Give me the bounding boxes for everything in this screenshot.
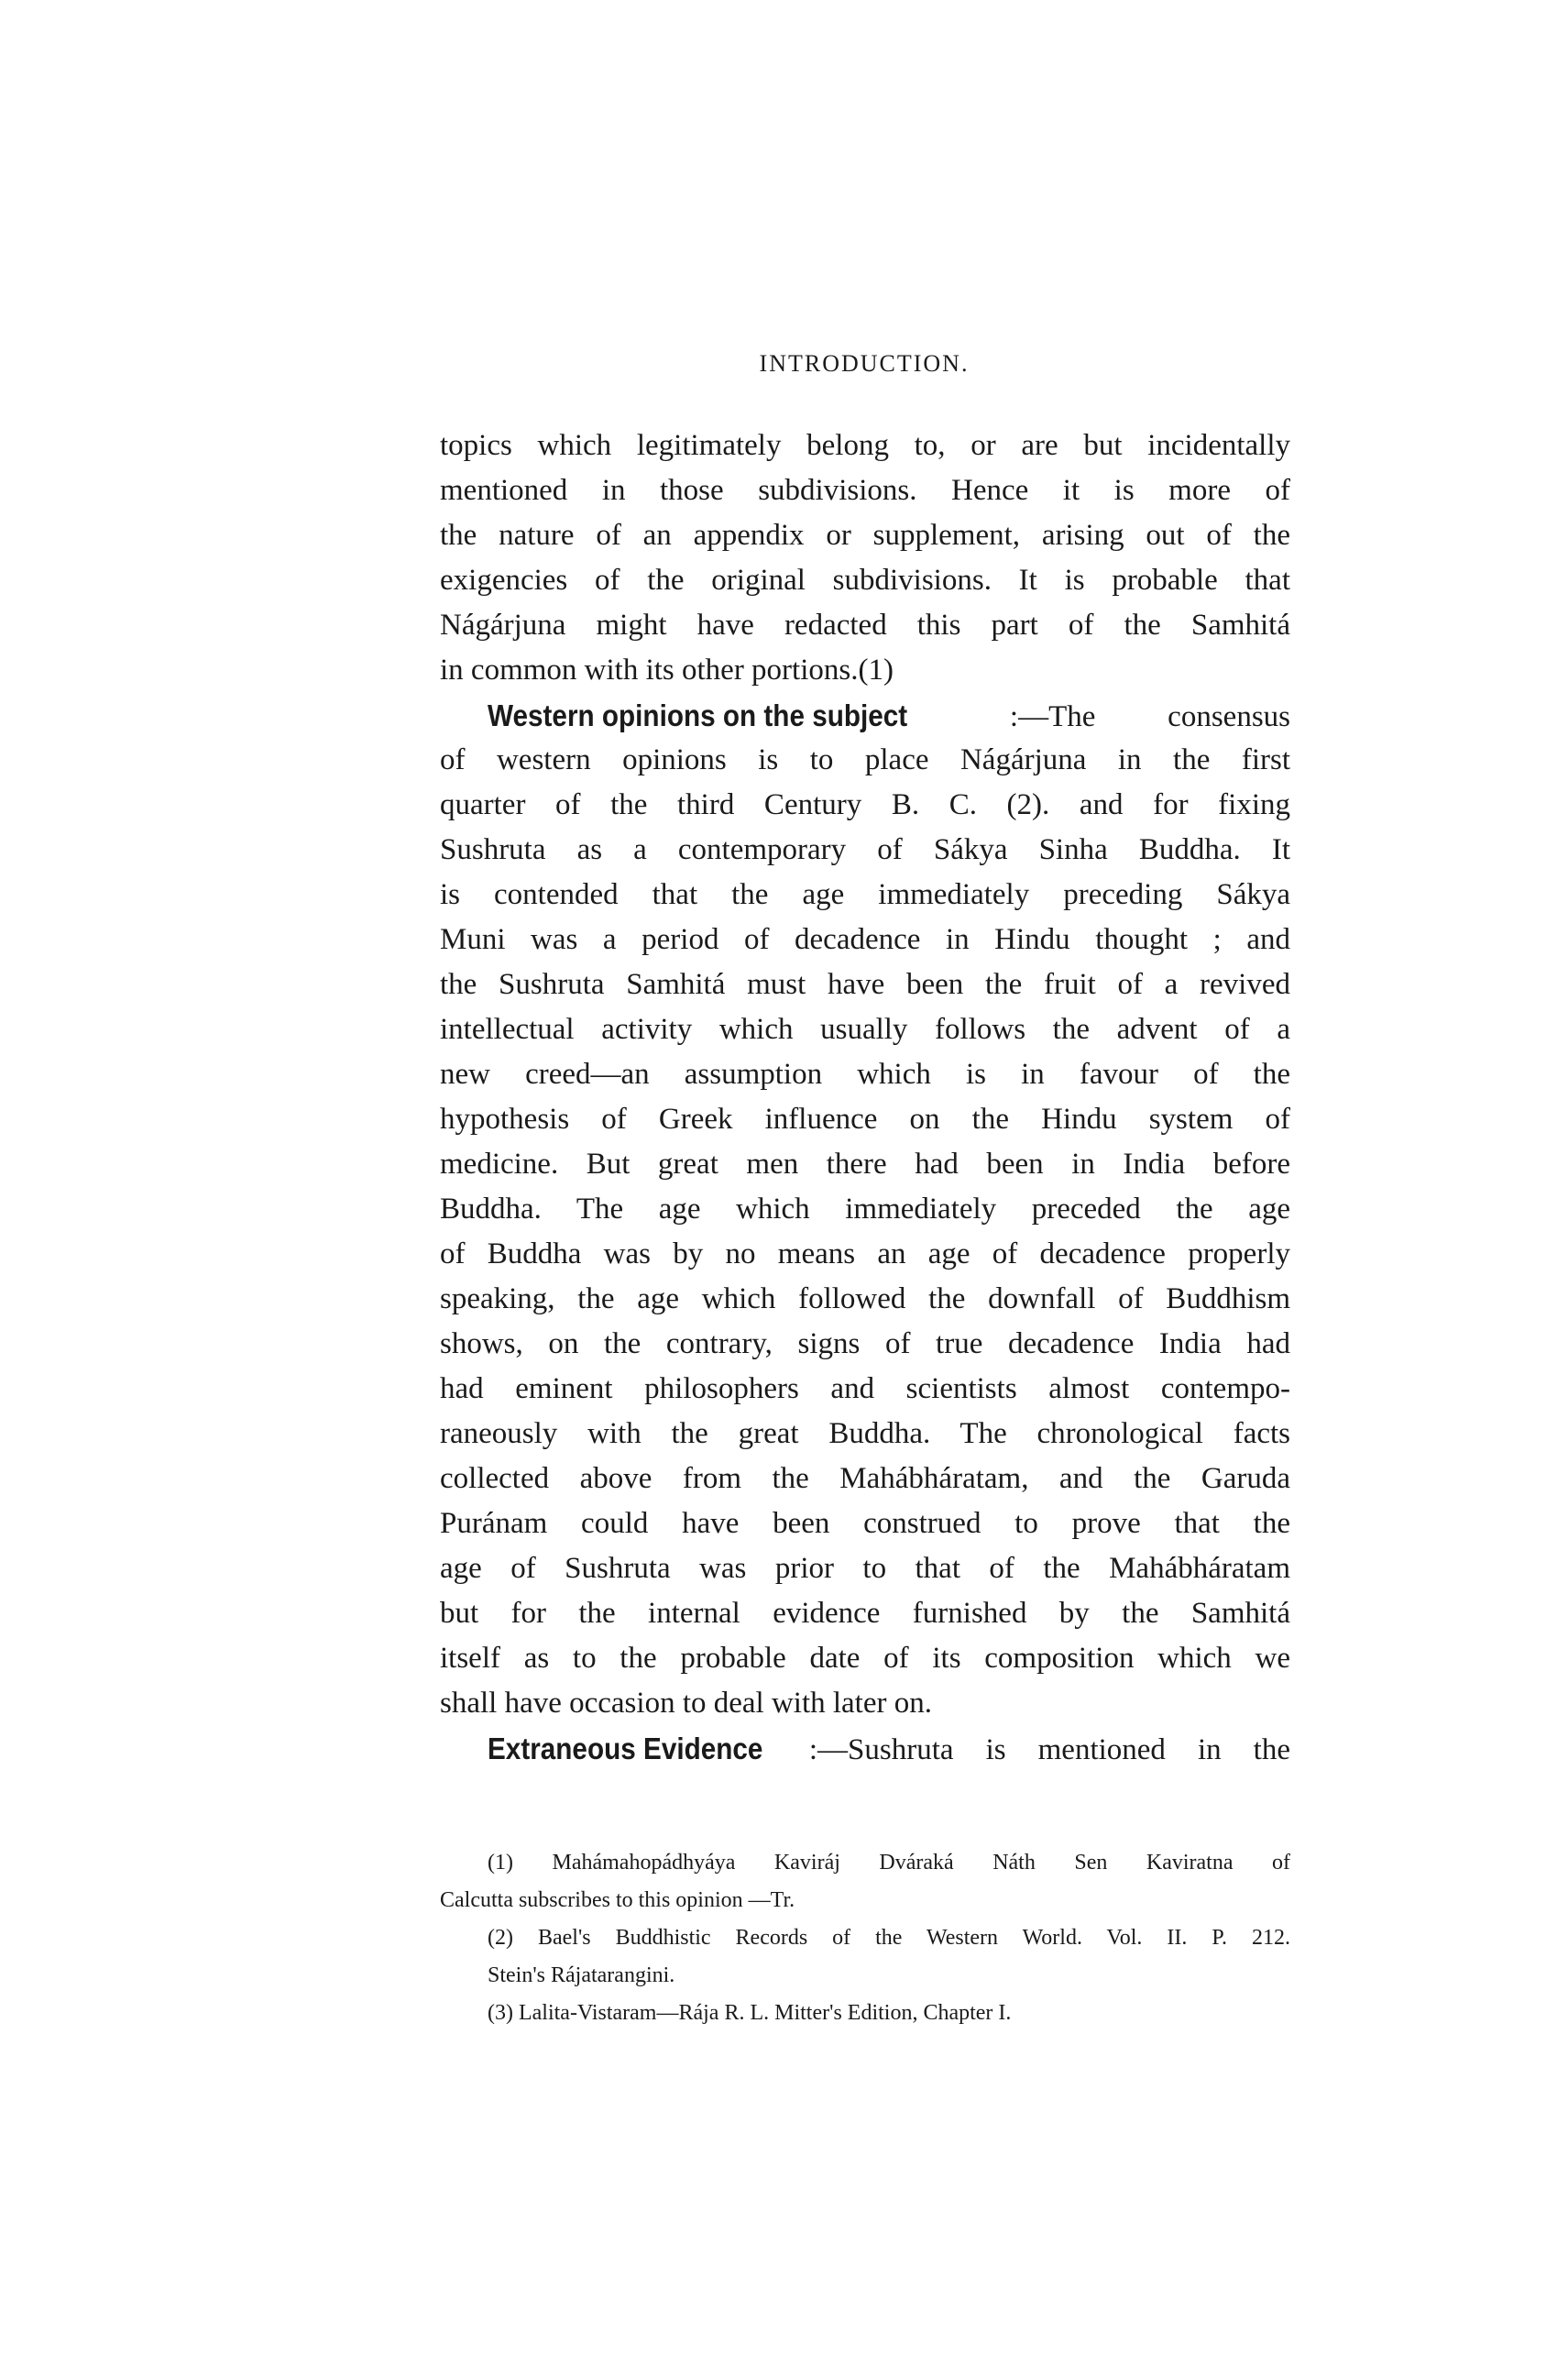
footnote-line: (2) Bael's Buddhistic Records of the Western World. Vol. II. P. 212. bbox=[488, 1926, 1290, 1950]
line-text: shows, on the contrary, signs of true decadence India had bbox=[440, 1327, 1290, 1360]
text-line bbox=[440, 783, 1290, 828]
body-text bbox=[440, 423, 1290, 1771]
section-heading: Western opinions on the subject bbox=[488, 698, 908, 732]
footnote-line: (1) Mahámahopádhyáya Kaviráj Dváraká Náth Sen Kaviratna of bbox=[488, 1851, 1290, 1875]
text-line bbox=[440, 468, 1290, 513]
footnote-line: (3) Lalita-Vistaram—Rája R. L. Mitter's Edition, Chapter I. bbox=[488, 2001, 1012, 2025]
text-line bbox=[440, 1007, 1290, 1052]
text-line bbox=[440, 603, 1290, 648]
text-line bbox=[440, 738, 1290, 783]
text-line bbox=[440, 873, 1290, 918]
line-text: the Sushruta Samhitá must have been the fruit of a revived bbox=[440, 968, 1290, 1001]
text-line bbox=[440, 1636, 1290, 1681]
line-text: itself as to the probable date of its composition which we bbox=[440, 1642, 1290, 1675]
text-line bbox=[440, 962, 1290, 1007]
text-line bbox=[440, 1142, 1290, 1187]
text-line bbox=[440, 1546, 1290, 1591]
line-text: shall have occasion to deal with later on. bbox=[440, 1687, 932, 1720]
text-line bbox=[440, 558, 1290, 603]
line-text: the nature of an appendix or supplement, arising out of the bbox=[440, 519, 1290, 552]
text-line bbox=[440, 1277, 1290, 1322]
line-text: intellectual activity which usually follows the advent of a bbox=[440, 1013, 1290, 1046]
line-text: medicine. But great men there had been in India before bbox=[440, 1148, 1290, 1181]
line-text: topics which legitimately belong to, or are but incidentally bbox=[440, 429, 1290, 462]
text-line bbox=[440, 423, 1290, 468]
line-text: Sushruta as a contemporary of Sákya Sinha Buddha. It bbox=[440, 833, 1290, 866]
footnote-line: Stein's Rájatarangini. bbox=[488, 1963, 675, 1987]
section-heading: Extraneous Evidence bbox=[488, 1732, 763, 1765]
text-line bbox=[440, 1322, 1290, 1367]
line-text: of western opinions is to place Nágárjuna in the first bbox=[440, 743, 1290, 776]
line-text: quarter of the third Century B. C. (2). and for fixing bbox=[440, 788, 1290, 821]
line-text: speaking, the age which followed the downfall of Buddhism bbox=[440, 1282, 1290, 1315]
line-text: Muni was a period of decadence in Hindu thought ; and bbox=[440, 923, 1290, 956]
line-text: but for the internal evidence furnished by the Samhitá bbox=[440, 1597, 1290, 1630]
text-line bbox=[440, 1052, 1290, 1097]
line-text: in common with its other portions.(1) bbox=[440, 654, 894, 687]
text-line bbox=[440, 1367, 1290, 1412]
line-text: :—The consensus bbox=[938, 700, 1290, 733]
line-text: exigencies of the original subdivisions. It is probable that bbox=[440, 564, 1290, 597]
text-line bbox=[440, 1681, 1290, 1726]
line-text: Buddha. The age which immediately preceded the age bbox=[440, 1193, 1290, 1226]
text-line bbox=[440, 1591, 1290, 1636]
running-header: INTRODUCTION. bbox=[759, 350, 970, 377]
text-line bbox=[440, 1501, 1290, 1546]
line-text: new creed—an assumption which is in favour of the bbox=[440, 1058, 1290, 1091]
line-text: is contended that the age immediately preceding Sákya bbox=[440, 878, 1290, 911]
line-text: age of Sushruta was prior to that of the Mahábháratam bbox=[440, 1552, 1290, 1585]
text-line bbox=[440, 828, 1290, 873]
text-line bbox=[440, 1187, 1290, 1232]
line-text: Nágárjuna might have redacted this part of the Samhitá bbox=[440, 609, 1290, 642]
footnote-line: Calcutta subscribes to this opinion —Tr. bbox=[440, 1888, 795, 1912]
text-line bbox=[440, 1412, 1290, 1457]
line-text: had eminent philosophers and scientists almost contempo- bbox=[440, 1372, 1290, 1405]
footnotes bbox=[440, 1844, 1290, 2032]
section-heading-line bbox=[440, 1726, 1290, 1771]
text-line bbox=[440, 918, 1290, 962]
section-heading-line bbox=[440, 693, 1290, 738]
line-text: collected above from the Mahábháratam, and the Garuda bbox=[440, 1462, 1290, 1495]
text-line bbox=[440, 1232, 1290, 1277]
text-line bbox=[440, 1457, 1290, 1501]
text-line bbox=[440, 513, 1290, 558]
line-text: Puránam could have been construed to prove that the bbox=[440, 1507, 1290, 1540]
line-text: raneously with the great Buddha. The chronological facts bbox=[440, 1417, 1290, 1450]
line-text: of Buddha was by no means an age of decadence properly bbox=[440, 1237, 1290, 1270]
line-text: hypothesis of Greek influence on the Hindu system of bbox=[440, 1103, 1290, 1136]
line-text: :—Sushruta is mentioned in the bbox=[776, 1733, 1290, 1766]
line-text: mentioned in those subdivisions. Hence it is more of bbox=[440, 474, 1290, 507]
text-line bbox=[440, 648, 1290, 693]
text-line bbox=[440, 1097, 1290, 1142]
